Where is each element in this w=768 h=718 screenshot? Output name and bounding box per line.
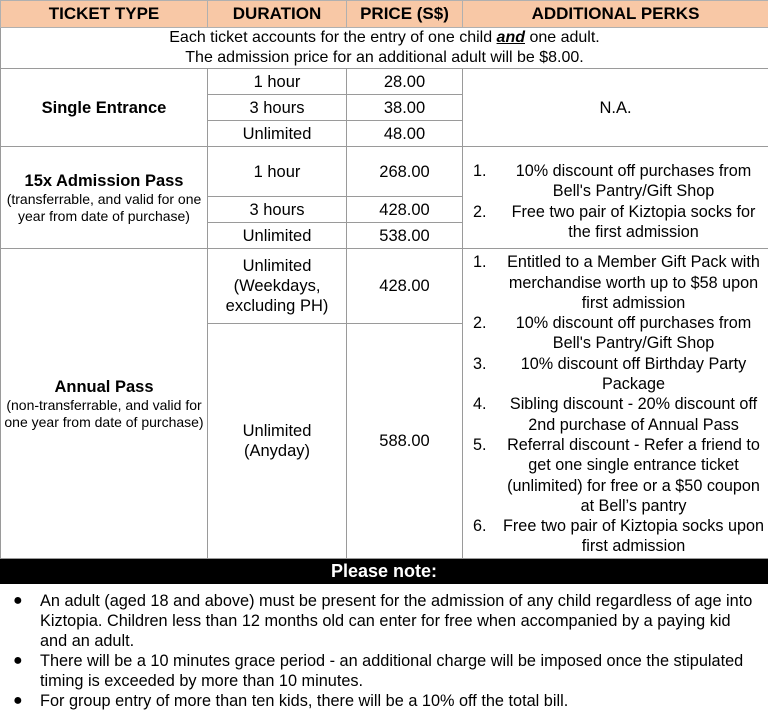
header-ticket-type: TICKET TYPE [1,1,208,28]
perk-item [463,394,768,435]
note-text: There will be a 10 minutes grace period - an additional charge will be imposed once the stipulated timing is exceeded by more than 10 minutes. [40,652,744,690]
perk-number: 5. [473,435,487,454]
duration-cell: 3 hours [208,95,347,121]
duration-cell: Unlimited (Weekdays, excluding PH) [208,249,347,324]
perk-number: 3. [473,354,487,373]
perk-item [463,252,768,313]
perk-text: Referral discount - Refer a friend to get one single entrance ticket (unlimited) for free or a $50 coupon at Bell’s pantry [507,435,760,515]
perk-text: 10% discount off purchases from Bell's Pantry/Gift Shop [515,314,752,353]
price-cell: 48.00 [347,121,463,147]
duration-cell: 1 hour [208,69,347,95]
duration-cell: Unlimited (Anyday) [208,324,347,559]
price-cell: 428.00 [347,249,463,324]
annual-perks [463,249,768,559]
price-cell: 428.00 [347,197,463,223]
annual-subtitle: (non-transferrable, and valid for one year from date of purchase) [4,396,204,430]
price-cell: 268.00 [347,147,463,197]
perk-number: 4. [473,395,487,414]
duration-cell: Unlimited [208,121,347,147]
perk-item [463,435,768,516]
perk-item [463,313,768,354]
perk-text: Sibling discount - 20% discount off 2nd purchase of Annual Pass [509,395,758,434]
bullet-icon: ● [13,692,23,709]
perk-item [463,202,768,243]
bullet-icon: ● [13,592,23,609]
please-note-heading: Please note: [0,559,768,584]
duration-cell: 3 hours [208,197,347,223]
bullet-icon: ● [13,652,23,669]
price-cell: 28.00 [347,69,463,95]
perk-item [463,161,768,202]
table-row [1,69,768,95]
annual-name-cell [1,249,208,559]
note-text: For group entry of more than ten kids, there will be a 10% off the total bill. [40,692,569,710]
intro-note [1,28,768,69]
perk-number: 2. [473,202,487,221]
pass15-perks [463,147,768,249]
duration-cell: 1 hour [208,147,347,197]
header-row [1,1,768,28]
table-row [1,147,768,197]
duration-cell: Unlimited [208,223,347,249]
perk-text: Free two pair of Kiztopia socks for the first admission [511,202,756,241]
perk-text: 10% discount off Birthday Party Package [520,354,747,394]
pass15-name: 15x Admission Pass [24,171,184,190]
price-cell: 38.00 [347,95,463,121]
perk-item [463,354,768,395]
annual-perk-list [463,250,768,556]
price-cell: 588.00 [347,324,463,559]
note-item [0,691,768,711]
intro-emphasis: and [496,29,525,46]
pass15-name-cell [1,147,208,249]
table-row [1,249,768,324]
pass15-subtitle: (transferrable, and valid for one year from date of purchase) [6,190,202,224]
perk-text: Entitled to a Member Gift Pack with merchandise worth up to $58 upon first admission [507,253,760,312]
header-price: PRICE (S$) [347,1,463,28]
notes-list [0,584,768,711]
perk-number: 1. [473,253,487,272]
single-entrance-name: Single Entrance [1,69,208,147]
header-perks: ADDITIONAL PERKS [463,1,768,28]
header-duration: DURATION [208,1,347,28]
intro-text-2: The admission price for an additional adult will be $8.00. [185,49,584,66]
intro-text-1b: one adult. [525,29,600,46]
price-cell: 538.00 [347,223,463,249]
perk-item [463,516,768,557]
intro-text-1a: Each ticket accounts for the entry of one child [169,29,497,46]
note-item [0,591,768,651]
single-entrance-perks: N.A. [463,69,768,147]
annual-name: Annual Pass [54,377,154,396]
perk-number: 6. [473,517,487,536]
perk-text: 10% discount off purchases from Bell's Pantry/Gift Shop [515,161,752,201]
perk-number: 1. [473,161,487,180]
pass15-perk-list [463,153,768,242]
perk-number: 2. [473,314,487,333]
perk-text: Free two pair of Kiztopia socks upon first admission [503,517,764,556]
note-item [0,651,768,691]
intro-row [1,28,768,69]
note-text: An adult (aged 18 and above) must be present for the admission of any child regardless of age into Kiztopia. Children less than 12 months old can enter for free when accompanied by a paying kid and an adult. [40,592,753,650]
